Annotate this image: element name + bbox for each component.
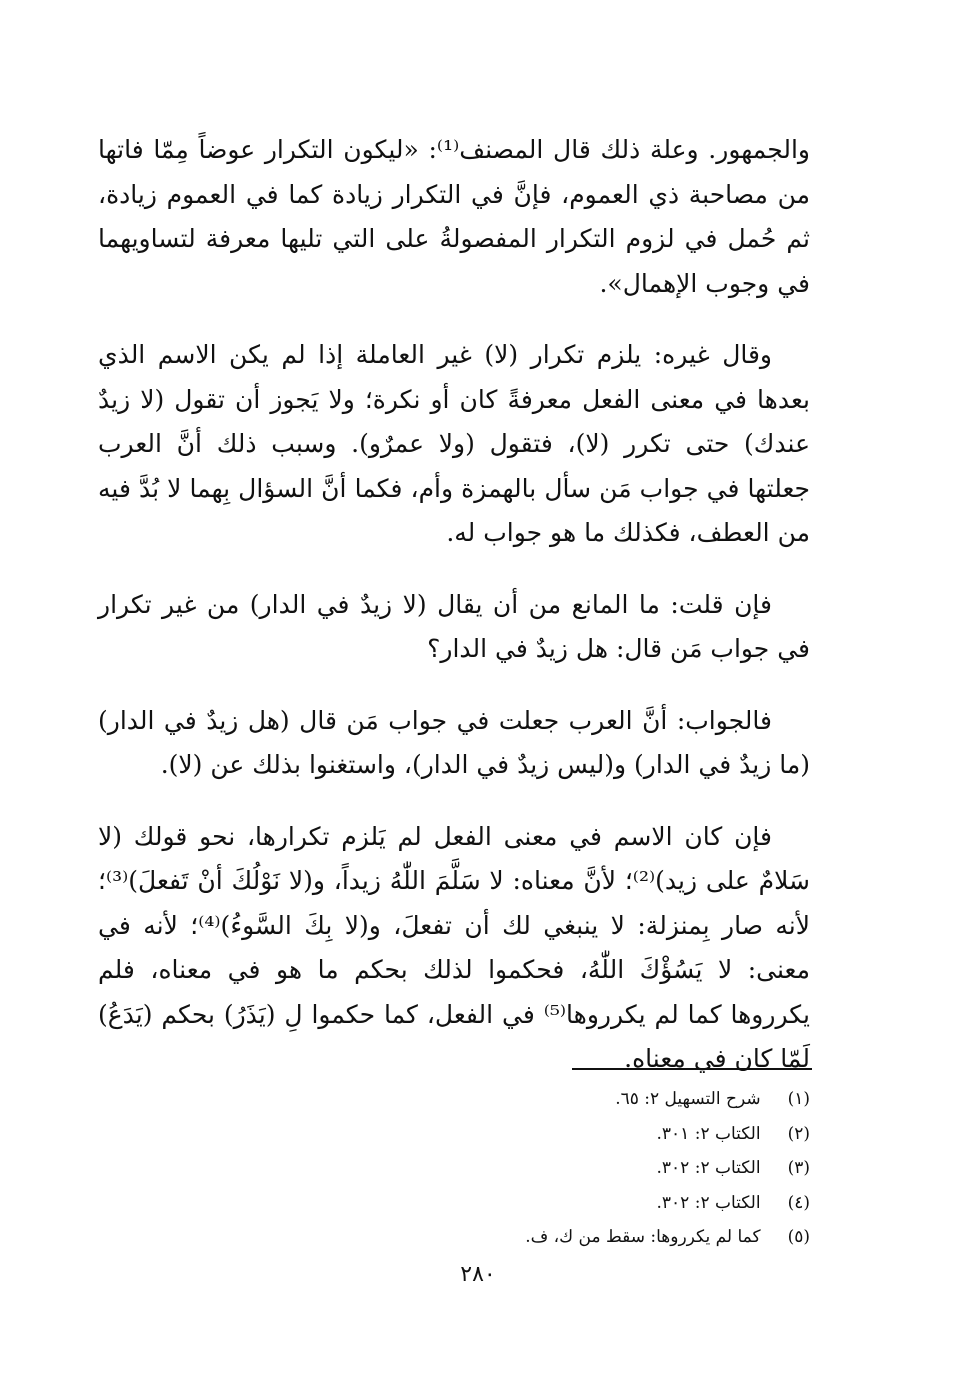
footnote-number: (٣) bbox=[787, 1158, 810, 1178]
footnote-text: الكتاب ٢: ٣٠١. bbox=[656, 1123, 761, 1144]
paragraph-2: وقال غيره: يلزم تكرار (لا) غير العاملة إذا لم يكن الاسم الذي بعدها في معنى الفعل معرفةً كان أو نكرة؛ ولا يَجوز أن تقول (لا زيدٌ عندك) حتى تكرر (لا)، فتقول (ولا عمرٌو). وسبب ذلك أنَّ العرب جعلتها في جواب مَن سأل بالهمزة وأم، فكما أنَّ السؤال بِهما لا بُدَّ فيه من العطف، فكذلك ما هو جواب له. bbox=[98, 340, 811, 547]
footnote-number: (٤) bbox=[787, 1192, 810, 1213]
paragraph-4: فالجواب: أنَّ العرب جعلت في جواب مَن قال (هل زيدٌ في الدار) (ما زيدٌ في الدار) و(ليس زيدٌ في الدار)، واستغنوا بذلك عن (لا). bbox=[98, 705, 810, 779]
footnote-number: (١) bbox=[787, 1089, 810, 1109]
paragraph-3: فإن قلت: ما المانع من أن يقال (لا زيدٌ في الدار) من غير تكرار في جواب مَن قال: هل زيدٌ في الدار؟ bbox=[98, 589, 810, 663]
paragraph-5: فإن كان الاسم في معنى الفعل لم يَلزم تكرارها، نحو قولك (لا سَلامٌ على زيد)⁽²⁾؛ لأنَّ معناه: لا سَلَّمَ اللّٰهُ زيداً، و(لا نَوْلُكَ أنْ تَفعلَ)⁽³⁾؛ لأنه صار بِمنزلة: لا ينبغي لك أن تفعلَ، و(لا بِكَ السَّوءُ)⁽⁴⁾؛ لأنه في معنى: لا يَسُؤْكَ اللّٰهُ، فحكموا لذلك بحكم ما هو في معناه، فلم يكرروها كما لم يكرروها⁽⁵⁾ في الفعل، كما حكموا لِ (يَذَرُ) بحكم (يَدَعُ) لَمّا كان في معناه. bbox=[98, 821, 810, 1073]
footnote-3 bbox=[350, 1151, 810, 1186]
page-number: ٢٨٠ bbox=[460, 1262, 496, 1287]
footnote-1 bbox=[350, 1082, 810, 1117]
footnote-4 bbox=[350, 1186, 810, 1221]
footnote-text: الكتاب ٢: ٣٠٢. bbox=[656, 1192, 761, 1213]
footnote-5 bbox=[350, 1220, 810, 1255]
footnotes bbox=[350, 1082, 810, 1255]
footnote-number: (٢) bbox=[787, 1123, 810, 1144]
footnote-2 bbox=[350, 1117, 810, 1152]
paragraph-1: والجمهور. وعلة ذلك قال المصنف⁽¹⁾: «ليكون التكرار عوضاً مِمّا فاتها من مصاحبة ذي العموم، فإنَّ في التكرار زيادة كما في العموم زيادة، ثم حُمل في لزوم التكرار المفصولةُ على التي تليها معرفة لتساويهما في وجوب الإهمال». bbox=[98, 135, 810, 298]
footnote-number: (٥) bbox=[787, 1227, 810, 1247]
footnote-text: كما لم يكرروها: سقط من ك، ف. bbox=[525, 1227, 761, 1247]
footnote-text: الكتاب ٢: ٣٠٢. bbox=[656, 1158, 761, 1178]
footnote-text: شرح التسهيل ٢: ٦٥. bbox=[615, 1089, 761, 1109]
footnote-separator bbox=[572, 1068, 812, 1070]
main-text bbox=[98, 128, 810, 1109]
